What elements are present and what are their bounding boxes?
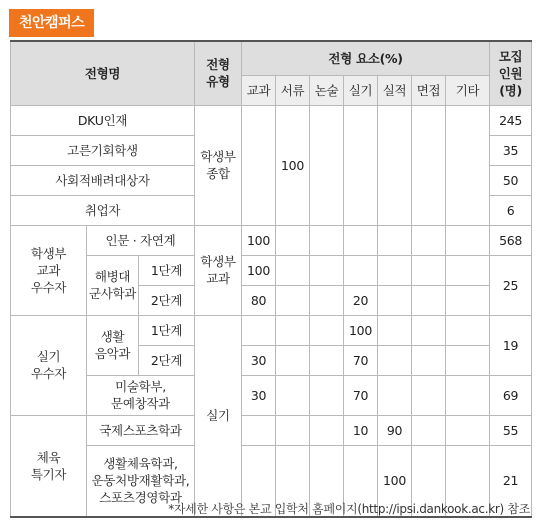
value-cell bbox=[378, 375, 412, 415]
col-myeonjeop: 면접 bbox=[412, 75, 446, 105]
value-cell: 80 bbox=[242, 285, 276, 315]
value-cell: 20 bbox=[344, 285, 378, 315]
quota-cell: 19 bbox=[490, 315, 532, 375]
table-row bbox=[11, 315, 532, 345]
col-silgi: 실기 bbox=[344, 75, 378, 105]
value-cell bbox=[412, 105, 446, 225]
stage-cell: 1단계 bbox=[139, 255, 195, 285]
row-name: 미술학부, 문예창작과 bbox=[87, 375, 195, 415]
value-cell bbox=[276, 315, 310, 345]
col-gyogwa: 교과 bbox=[242, 75, 276, 105]
admission-table bbox=[10, 40, 532, 518]
value-cell bbox=[310, 105, 344, 225]
value-cell bbox=[446, 225, 490, 255]
value-cell: 100 bbox=[242, 225, 276, 255]
value-cell bbox=[276, 375, 310, 415]
value-cell bbox=[378, 285, 412, 315]
quota-cell: 35 bbox=[490, 135, 532, 165]
quota-cell: 25 bbox=[490, 255, 532, 315]
row-name: 고른기회학생 bbox=[11, 135, 195, 165]
value-cell: 100 bbox=[344, 315, 378, 345]
campus-badge: 천안캠퍼스 bbox=[9, 9, 94, 37]
value-cell bbox=[276, 225, 310, 255]
value-cell bbox=[242, 105, 276, 225]
value-cell bbox=[378, 315, 412, 345]
value-cell bbox=[446, 315, 490, 345]
value-cell: 100 bbox=[242, 255, 276, 285]
stage-cell: 1단계 bbox=[139, 315, 195, 345]
quota-cell: 55 bbox=[490, 415, 532, 445]
value-cell bbox=[446, 345, 490, 375]
col-nonsul: 논술 bbox=[310, 75, 344, 105]
value-cell: 100 bbox=[378, 445, 412, 517]
col-seoryu: 서류 bbox=[276, 75, 310, 105]
row-name: DKU인재 bbox=[11, 105, 195, 135]
value-cell bbox=[344, 225, 378, 255]
header-type: 전형 유형 bbox=[195, 41, 242, 105]
value-cell bbox=[446, 415, 490, 445]
row-name: 인문 · 자연계 bbox=[87, 225, 195, 255]
table-row bbox=[11, 255, 532, 285]
value-cell bbox=[446, 255, 490, 285]
dept-cell: 생활 음악과 bbox=[87, 315, 139, 375]
quota-cell: 568 bbox=[490, 225, 532, 255]
value-cell bbox=[310, 375, 344, 415]
value-cell bbox=[276, 415, 310, 445]
table-row bbox=[11, 105, 532, 135]
table-row bbox=[11, 415, 532, 445]
value-cell bbox=[446, 105, 490, 225]
quota-cell: 50 bbox=[490, 165, 532, 195]
col-siljeok: 실적 bbox=[378, 75, 412, 105]
value-cell bbox=[412, 225, 446, 255]
table-row bbox=[11, 375, 532, 415]
value-cell bbox=[310, 255, 344, 285]
row-name: 사회적배려대상자 bbox=[11, 165, 195, 195]
value-cell: 70 bbox=[344, 375, 378, 415]
value-cell bbox=[412, 315, 446, 345]
group-cell: 체육 특기자 bbox=[11, 415, 87, 517]
value-cell: 90 bbox=[378, 415, 412, 445]
value-cell: 10 bbox=[344, 415, 378, 445]
value-cell bbox=[276, 285, 310, 315]
value-cell bbox=[242, 315, 276, 345]
value-cell bbox=[412, 345, 446, 375]
group-cell: 학생부 교과 우수자 bbox=[11, 225, 87, 315]
header-elements: 전형 요소(%) bbox=[242, 41, 490, 75]
stage-cell: 2단계 bbox=[139, 285, 195, 315]
value-cell bbox=[310, 285, 344, 315]
row-name: 국제스포츠학과 bbox=[87, 415, 195, 445]
value-cell: 30 bbox=[242, 345, 276, 375]
dept-cell: 해병대 군사학과 bbox=[87, 255, 139, 315]
row-name: 생활체육학과, 운동처방재활학과, 스포츠경영학과 bbox=[87, 445, 195, 517]
value-cell bbox=[310, 225, 344, 255]
value-cell bbox=[344, 105, 378, 225]
value-cell bbox=[344, 255, 378, 285]
value-cell bbox=[276, 345, 310, 375]
header-quota: 모집 인원 (명) bbox=[490, 41, 532, 105]
row-name: 취업자 bbox=[11, 195, 195, 225]
value-cell: 70 bbox=[344, 345, 378, 375]
value-cell bbox=[412, 415, 446, 445]
col-gita: 기타 bbox=[446, 75, 490, 105]
value-cell bbox=[412, 285, 446, 315]
table-row bbox=[11, 225, 532, 255]
footnote: *자세한 사항은 본교 입학처 홈페이지(http://ipsi.dankook.ac.kr) 참조 bbox=[168, 502, 530, 516]
value-cell bbox=[378, 225, 412, 255]
value-cell: 100 bbox=[276, 105, 310, 225]
quota-cell: 6 bbox=[490, 195, 532, 225]
type-cell: 학생부 종합 bbox=[195, 105, 242, 225]
type-cell: 실기 bbox=[195, 315, 242, 517]
value-cell bbox=[446, 375, 490, 415]
value-cell bbox=[446, 285, 490, 315]
quota-cell: 69 bbox=[490, 375, 532, 415]
value-cell bbox=[378, 345, 412, 375]
group-cell: 실기 우수자 bbox=[11, 315, 87, 415]
type-cell: 학생부 교과 bbox=[195, 225, 242, 315]
value-cell bbox=[412, 375, 446, 415]
value-cell: 30 bbox=[242, 375, 276, 415]
quota-cell: 21 bbox=[490, 445, 532, 517]
header-name: 전형명 bbox=[11, 41, 195, 105]
value-cell bbox=[242, 415, 276, 445]
value-cell bbox=[310, 315, 344, 345]
value-cell bbox=[378, 105, 412, 225]
value-cell bbox=[276, 255, 310, 285]
value-cell bbox=[310, 415, 344, 445]
value-cell bbox=[412, 255, 446, 285]
value-cell bbox=[378, 255, 412, 285]
quota-cell: 245 bbox=[490, 105, 532, 135]
stage-cell: 2단계 bbox=[139, 345, 195, 375]
value-cell bbox=[310, 345, 344, 375]
